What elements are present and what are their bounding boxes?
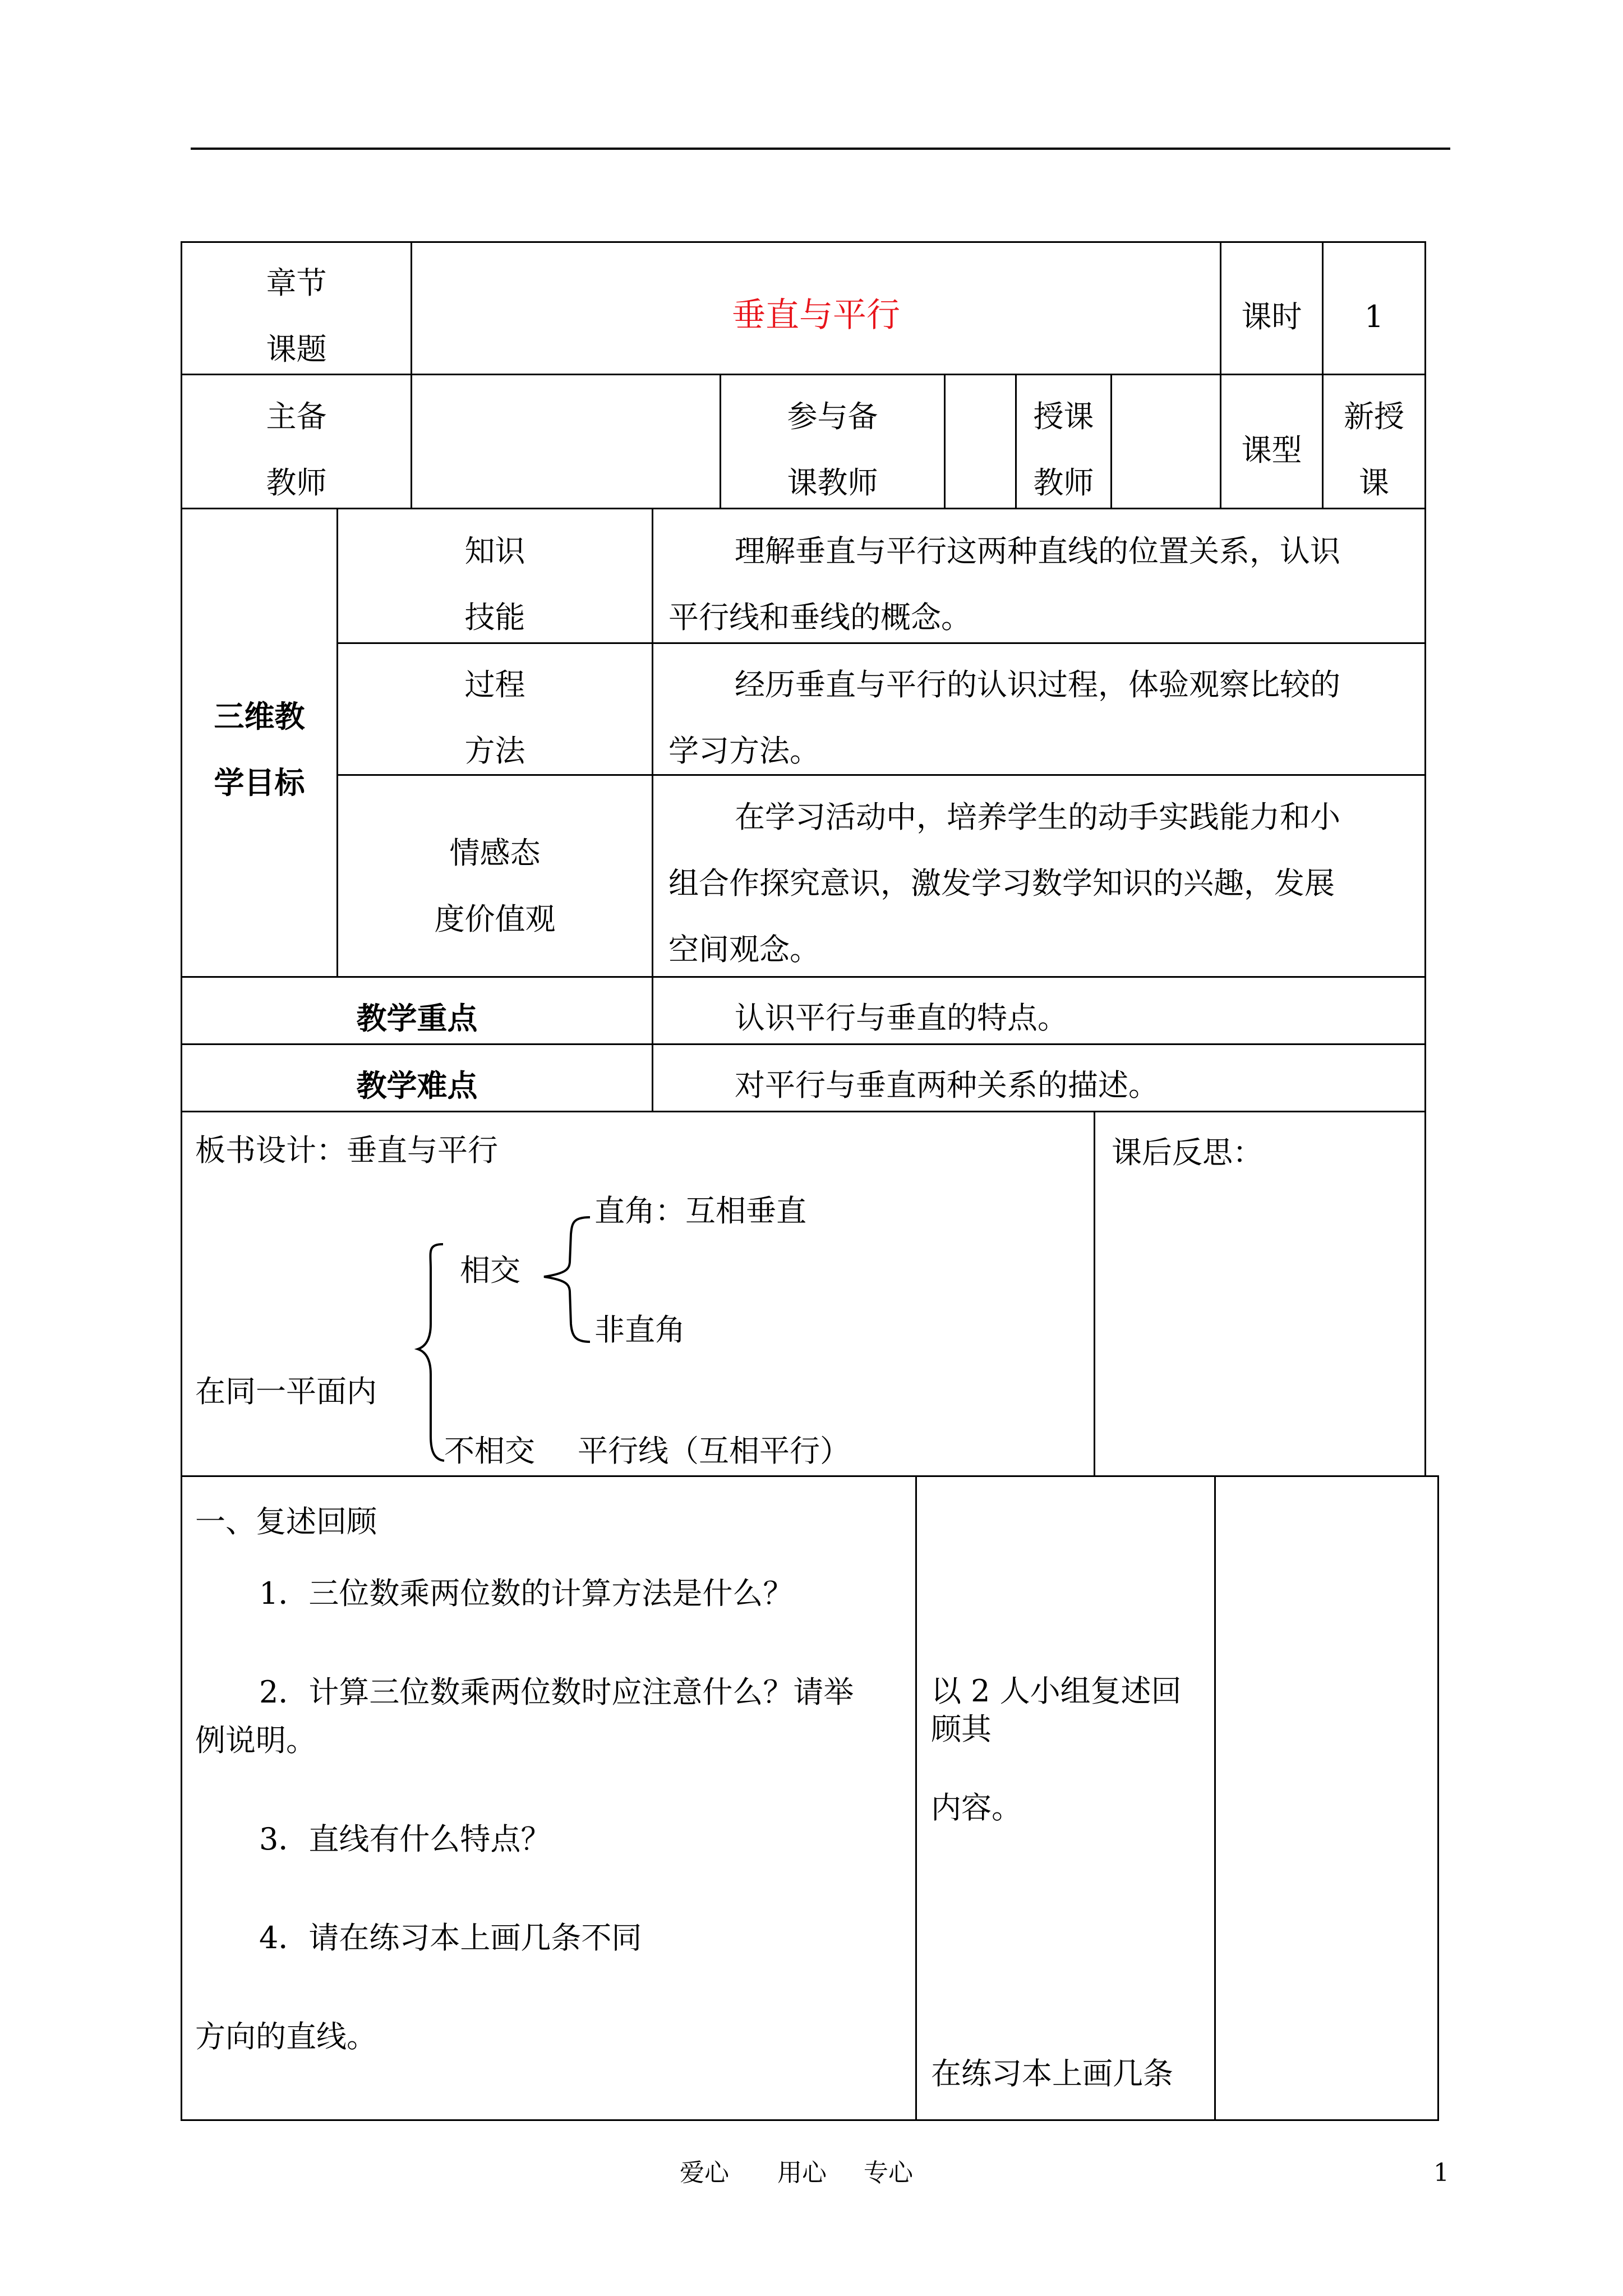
objective-knowledge-name-1: 知识 (464, 533, 525, 569)
board-non-right-angle: 非直角 (594, 1312, 685, 1347)
lesson-type-value-2: 课 (1359, 465, 1389, 500)
reflection-label: 课后反思： (1112, 1135, 1263, 1170)
lead-teacher-label-1: 主备 (266, 399, 327, 434)
focus-label: 教学重点 (356, 1000, 478, 1036)
objective-knowledge-text-2: 平行线和垂线的概念。 (668, 600, 971, 635)
footer-motto-3: 专心 (864, 2159, 913, 2187)
board-not-intersect: 不相交 (444, 1433, 535, 1469)
objective-attitude-text-2: 组合作探究意识，激发学习数学知识的兴趣，发展 (668, 866, 1335, 901)
focus-text: 认识平行与垂直的特点。 (735, 1000, 1068, 1036)
review-q4-cont: 方向的直线。 (195, 2019, 377, 2054)
participant-label-1: 参与备 (787, 399, 878, 434)
participant-label-2: 课教师 (787, 465, 878, 500)
objectives-label-1: 三维教 (214, 698, 305, 734)
lesson-type-label: 课型 (1241, 432, 1302, 468)
activity-line-1: 以 2 人小组复述回 (931, 1673, 1182, 1709)
objective-process-text-2: 学习方法。 (668, 733, 820, 769)
objective-process-text-1: 经历垂直与平行的认识过程，体验观察比较的 (735, 667, 1340, 702)
board-right-angle: 直角：互相垂直 (594, 1193, 806, 1228)
objective-attitude-name-2: 度价值观 (434, 901, 556, 937)
objective-attitude-text-3: 空间观念。 (668, 932, 820, 967)
board-parallel: 平行线（互相平行） (578, 1433, 850, 1469)
review-q1: 1．三位数乘两位数的计算方法是什么？ (259, 1576, 794, 1611)
footer-motto-1: 爱心 (680, 2159, 729, 2187)
objectives-label-2: 学目标 (214, 765, 305, 800)
small-brace (544, 1217, 590, 1342)
activity-line-4: 在练习本上画几条 (931, 2056, 1173, 2091)
review-q2-line1: 2．计算三位数乘两位数时应注意什么？请举 (259, 1674, 854, 1710)
lead-teacher-label-2: 教师 (266, 465, 327, 500)
large-brace (418, 1244, 444, 1461)
objective-attitude-text-1: 在学习活动中，培养学生的动手实践能力和小 (735, 799, 1340, 835)
lesson-type-value-1: 新授 (1344, 399, 1404, 434)
objective-knowledge-text-1: 理解垂直与平行这两种直线的位置关系，认识 (735, 533, 1340, 569)
activity-line-2: 顾其 (931, 1711, 992, 1747)
activity-line-3: 内容。 (931, 1790, 1022, 1825)
board-design-title: 板书设计：垂直与平行 (195, 1133, 498, 1168)
board-root: 在同一平面内 (195, 1374, 377, 1409)
review-q3: 3．直线有什么特点？ (259, 1821, 551, 1857)
instructor-label-1: 授课 (1033, 399, 1094, 434)
period-label: 课时 (1241, 299, 1302, 334)
objective-attitude-name-1: 情感态 (449, 835, 541, 871)
objective-process-name-2: 方法 (464, 733, 525, 769)
page-number: 1 (1433, 2159, 1449, 2187)
footer-motto-2: 用心 (777, 2159, 827, 2187)
instructor-label-2: 教师 (1033, 465, 1094, 500)
board-intersect: 相交 (460, 1253, 520, 1288)
difficulty-label: 教学难点 (356, 1068, 478, 1103)
topic-label: 课题 (266, 332, 327, 367)
review-q4: 4．请在练习本上画几条不同 (259, 1920, 642, 1955)
objective-process-name-1: 过程 (464, 667, 525, 702)
lesson-title: 垂直与平行 (732, 296, 900, 335)
objective-knowledge-name-2: 技能 (464, 600, 525, 635)
period-value: 1 (1364, 299, 1384, 334)
review-heading: 一、复述回顾 (195, 1504, 377, 1539)
chapter-label: 章节 (266, 265, 327, 301)
review-q2-line2: 例说明。 (195, 1723, 316, 1758)
difficulty-text: 对平行与垂直两种关系的描述。 (735, 1068, 1159, 1103)
